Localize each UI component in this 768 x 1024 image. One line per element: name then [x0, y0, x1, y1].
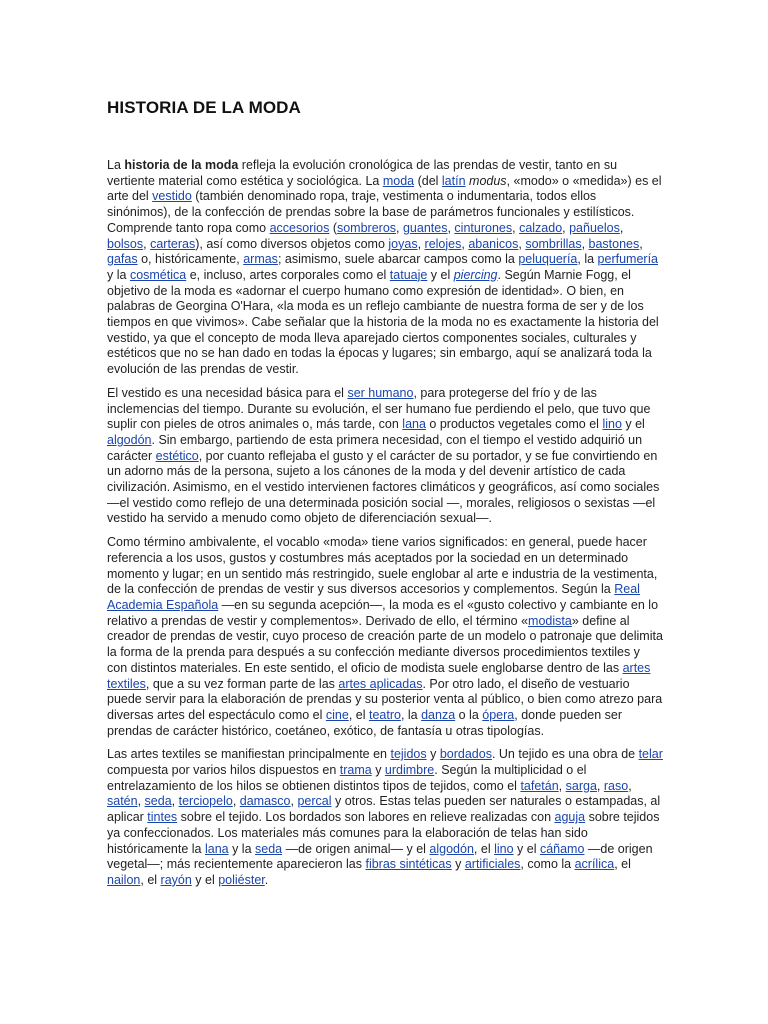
article-link[interactable]: seda: [255, 841, 283, 856]
article-link[interactable]: Real Academia Española: [107, 582, 640, 612]
article-link[interactable]: joyas: [388, 236, 418, 251]
article-link[interactable]: nailon: [107, 872, 141, 887]
article-link[interactable]: cinturones: [454, 220, 513, 235]
text-run: e, incluso, artes corporales como el: [186, 267, 390, 282]
paragraph: [107, 747, 663, 888]
text-run: ,: [143, 236, 151, 251]
text-run: y el: [513, 841, 540, 856]
text-run: , la: [577, 252, 598, 267]
article-link[interactable]: telar: [638, 747, 663, 762]
paragraph: [107, 158, 663, 378]
text-run: .: [264, 872, 269, 887]
article-link[interactable]: poliéster: [218, 872, 265, 887]
text-run: . Sin embargo, partiendo de esta primera necesidad, con el tiempo el vestido adquirió un carácter: [107, 432, 643, 463]
article-link[interactable]: tejidos: [390, 747, 427, 762]
text-run: ,: [619, 220, 624, 235]
article-link[interactable]: tatuaje: [389, 267, 428, 282]
article-link[interactable]: rayón: [160, 872, 192, 887]
text-run: y el: [427, 267, 454, 282]
article-link[interactable]: carteras: [150, 236, 196, 251]
text-run: , «modo» o «medida») es el arte del: [107, 173, 662, 204]
text-run: , el: [140, 872, 161, 887]
bold-term: historia de la moda: [124, 158, 239, 172]
article-link[interactable]: armas: [243, 252, 278, 267]
text-run: El vestido es una necesidad básica para el: [107, 385, 348, 400]
document-body: [107, 98, 663, 897]
article-link[interactable]: sarga: [565, 778, 597, 793]
text-run: ,: [232, 794, 240, 809]
text-run: , el: [348, 707, 369, 722]
article-link[interactable]: gafas: [107, 252, 138, 267]
article-link[interactable]: tafetán: [520, 778, 559, 793]
text-run: ,: [639, 236, 643, 251]
text-run: . Por otro lado, el diseño de vestuario puede servir para la elaboración de prendas y su posterior venta al público, o bien como atrezo para diversas artes del espectáculo como el: [107, 676, 663, 722]
article-link[interactable]: urdimbre: [384, 763, 435, 778]
article-link[interactable]: ser humano: [347, 385, 414, 400]
article-link[interactable]: percal: [297, 794, 332, 809]
text-run: (: [329, 220, 337, 235]
article-link[interactable]: calzado: [519, 220, 563, 235]
article-link[interactable]: cáñamo: [539, 841, 585, 856]
article-link[interactable]: raso: [603, 778, 629, 793]
article-link[interactable]: moda: [382, 173, 415, 188]
article-link[interactable]: perfumería: [597, 252, 658, 267]
text-run: ), así como diversos objetos como: [195, 236, 389, 251]
article-link[interactable]: aguja: [554, 810, 586, 825]
text-run: refleja la evolución cronológica de las prendas de vestir, tanto en su vertiente material como estética y sociológica. La: [107, 158, 618, 188]
text-run: , donde pueden ser prendas de carácter histórico, coetáneo, exótico, de fantasía u otras tipologías.: [107, 707, 622, 738]
article-link[interactable]: lino: [494, 841, 514, 856]
article-link[interactable]: algodón: [107, 432, 152, 447]
article-link[interactable]: cosmética: [129, 267, 187, 282]
article-link[interactable]: piercing: [453, 267, 498, 282]
text-run: ,: [447, 220, 455, 235]
text-run: . Según Marnie Fogg, el objetivo de la moda es «adornar el cuerpo humano como expresión de identidad». O bien, en palabras de Georgina O'Hara, «la moda es un reflejo cambiante de nuestra forma de ser y de los tiempos en que vivimos». Cabe señalar que la historia de la moda no es exactamente la historia del vestido, ya que el concepto de moda lleva aparejado ciertos componentes sociales, culturales y estéticos que no se han dado en todas la épocas y lugares; sin embargo, aquí se analizará toda la evolución de las prendas de vestir.: [107, 267, 659, 377]
text-run: y la: [228, 841, 256, 856]
article-link[interactable]: bastones: [588, 236, 640, 251]
text-run: ,: [512, 220, 520, 235]
text-run: ,: [581, 236, 589, 251]
article-link[interactable]: trama: [339, 763, 372, 778]
text-run: y el: [621, 417, 645, 432]
article-link[interactable]: acrílica: [574, 857, 615, 872]
text-run: , que a su vez forman parte de las: [145, 676, 339, 691]
article-link[interactable]: terciopelo: [178, 794, 233, 809]
article-link[interactable]: lana: [204, 841, 229, 856]
text-run: y: [371, 763, 385, 778]
text-run: sobre el tejido. Los bordados son labores en relieve realizadas con: [177, 810, 555, 825]
text-run: , como la: [520, 857, 575, 872]
text-run: y la: [107, 267, 130, 282]
article-link[interactable]: artes textiles: [107, 660, 651, 691]
text-run: ,: [290, 794, 298, 809]
text-run: , el: [473, 841, 495, 856]
article-link[interactable]: latín: [441, 173, 466, 188]
text-run: o, históricamente,: [137, 252, 244, 267]
article-link[interactable]: bolsos: [107, 236, 144, 251]
article-link[interactable]: bordados: [439, 747, 492, 762]
text-run: ,: [137, 794, 145, 809]
text-run: o la: [455, 707, 483, 722]
text-run: —en su segunda acepción—, la moda es el «gusto colectivo y cambiante en lo relativo a prendas de vestir y complementos». Derivado de ello, el término «: [107, 597, 659, 628]
text-run: ,: [628, 778, 632, 793]
text-run: ,: [518, 236, 526, 251]
article-link[interactable]: abanicos: [468, 236, 519, 251]
text-run: (del: [414, 173, 442, 188]
article-link[interactable]: accesorios: [269, 220, 330, 235]
article-link[interactable]: pañuelos: [569, 220, 620, 235]
article-link[interactable]: cine: [325, 707, 349, 722]
text-run: sobre tejidos ya confeccionados. Los materiales más comunes para la elaboración de telas han sido históricamente la: [107, 810, 660, 856]
text-run: ,: [396, 220, 403, 235]
article-link[interactable]: seda: [144, 794, 172, 809]
text-run: compuesta por varios hilos dispuestos en: [107, 763, 340, 778]
article-link[interactable]: lino: [602, 417, 622, 432]
article-link[interactable]: ópera: [482, 707, 515, 722]
text-run: ,: [558, 778, 566, 793]
text-run: Las artes textiles se manifiestan principalmente en: [107, 747, 391, 762]
text-run: ,: [417, 236, 425, 251]
italic-term: modus: [469, 173, 507, 188]
article-link[interactable]: estético: [155, 448, 199, 463]
article-link[interactable]: sombrillas: [525, 236, 582, 251]
text-run: ; asimismo, suele abarcar campos como la: [277, 252, 519, 267]
text-run: , el: [614, 857, 631, 872]
article-link[interactable]: fibras sintéticas: [365, 857, 452, 872]
text-run: » define al creador de prendas de vestir, cuyo proceso de creación parte de un modelo o patronaje que delimita la forma de la prenda para después a su confección mediante diversos procedimientos textiles y con distintos materiales. En este sentido, el oficio de modista suele englobarse dentro de las: [107, 613, 663, 675]
text-run: , la: [400, 707, 422, 722]
article-link[interactable]: guantes: [402, 220, 448, 235]
text-run: y otros. Estas telas pueden ser naturales o estampadas, al aplicar: [107, 794, 661, 825]
article-link[interactable]: damasco: [239, 794, 291, 809]
text-run: La: [107, 158, 125, 172]
article-link[interactable]: teatro: [368, 707, 401, 722]
text-run: —de origen vegetal—; más recientemente aparecieron las: [107, 841, 653, 872]
text-run: ,: [171, 794, 179, 809]
text-run: (también denominado ropa, traje, vestimenta o indumentaria, todos ellos sinónimos), de la confección de prendas sobre la base de parámetros funcionales y estilísticos. Comprende tanto ropa como: [107, 189, 635, 235]
paragraph: [107, 386, 663, 527]
article-link[interactable]: sombreros: [336, 220, 397, 235]
text-run: ,: [461, 236, 469, 251]
text-run: y: [426, 747, 440, 762]
article-link[interactable]: satén: [107, 794, 138, 809]
text-run: o productos vegetales como el: [425, 417, 603, 432]
text-run: , por cuanto reflejaba el gusto y el carácter de su portador, y se fue convirtiendo en un adorno más de la persona, sujeto a los cánones de la moda y del devenir artístico de cada civilización. Asimismo, en el vestido intervienen factores climáticos y geográficos, así como sociales —el vestido como reflejo de una determinada posición social —, morales, religiosos o sexistas —el vestido ha servido a menudo como objeto de diferenciación sexual—.: [107, 448, 660, 526]
text-run: . Según la multiplicidad o el entrelazamiento de los hilos se obtienen distintos tipos de tejidos, como el: [107, 763, 587, 793]
page-title: HISTORIA DE LA MODA: [107, 98, 301, 117]
article-link[interactable]: tintes: [147, 810, 178, 825]
article-link[interactable]: danza: [421, 707, 456, 722]
article-link[interactable]: peluquería: [518, 252, 578, 267]
text-run: ,: [596, 778, 604, 793]
text-run: , para protegerse del frío y de las inclemencias del tiempo. Durante su evolución, el ser humano fue perdiendo el pelo, que tuvo que suplir con pieles de otros animales o, más tarde, con: [107, 385, 651, 432]
text-run: y el: [191, 872, 219, 887]
article-link[interactable]: relojes: [424, 236, 462, 251]
text-run: . Un tejido es una obra de: [491, 747, 639, 762]
text-run: y: [451, 857, 465, 872]
article-link[interactable]: artificiales: [464, 857, 521, 872]
article-link[interactable]: artes aplicadas: [338, 676, 423, 691]
text-run: Como término ambivalente, el vocablo «moda» tiene varios significados: en general, puede hacer referencia a los usos, gustos y costumbres más aceptados por la sociedad en un determinado momento y lugar; en un sentido más restringido, suele englobar al arte e industria de la vestimenta, de la confección de prendas de vestir y sus diversos accesorios y complementos. Según la: [107, 535, 658, 597]
article-link[interactable]: algodón: [429, 841, 474, 856]
article-link[interactable]: lana: [402, 417, 426, 432]
paragraph: [107, 535, 663, 739]
article-link[interactable]: modista: [528, 613, 572, 628]
article-link[interactable]: vestido: [152, 189, 192, 204]
text-run: —de origen animal— y el: [282, 841, 430, 856]
text-run: ,: [562, 220, 570, 235]
